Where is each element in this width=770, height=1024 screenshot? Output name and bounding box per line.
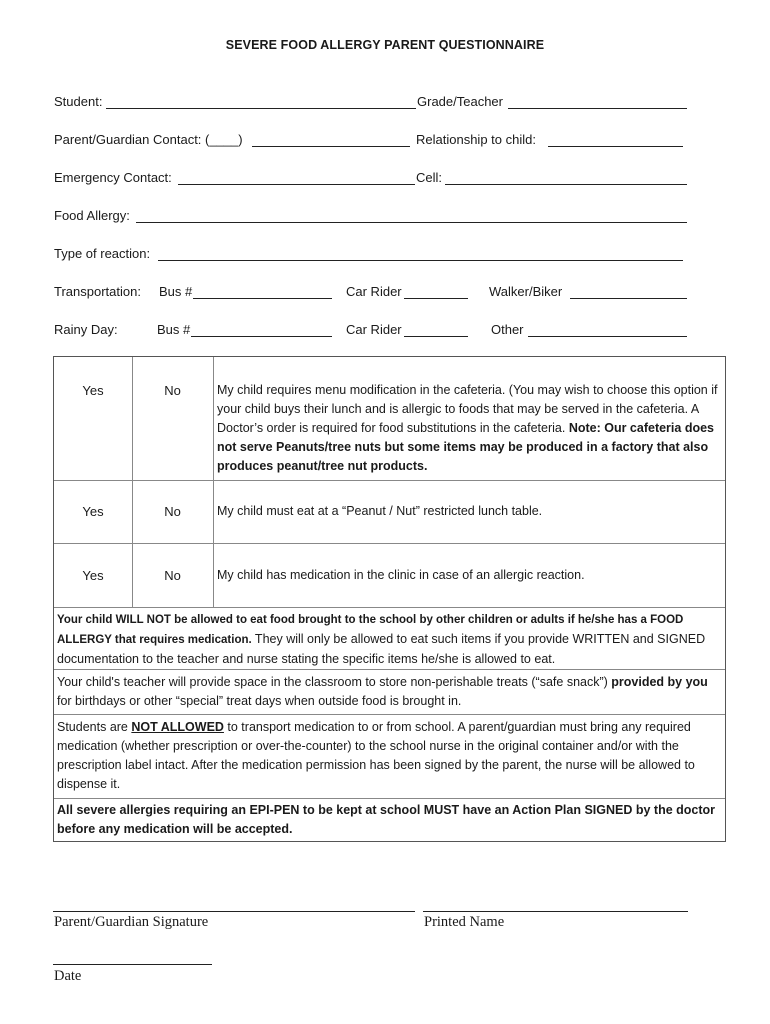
food-allergy-field[interactable]	[136, 222, 687, 223]
row-divider	[54, 714, 725, 715]
outside-food-policy-bold: Your child WILL NOT be allowed to eat food brought to the school by other children or adults if he/she has a FOOD ALLERGY that requires medication.	[57, 614, 684, 646]
transport-bus-field[interactable]	[193, 298, 332, 299]
rainy-day-label: Rainy Day:	[54, 322, 118, 337]
question-restricted-table: My child must eat at a “Peanut / Nut” restricted lunch table.	[217, 504, 543, 518]
page-title: SEVERE FOOD ALLERGY PARENT QUESTIONNAIRE	[225, 38, 545, 52]
printed-name-label: Printed Name	[424, 914, 505, 930]
grade-teacher-label: Grade/Teacher	[417, 94, 503, 109]
yes-option[interactable]: Yes	[82, 568, 104, 583]
medication-policy-text-end: to transport medication to or from school. A parent/guardian must bring any required medication (whether prescription or over-the-counter) to the school nurse in the original container and/or with the prescription label intact. After the medication permission has been signed by the parent, the nurse will be allowed to dispense it.	[57, 720, 695, 791]
not-allowed-emphasis: NOT ALLOWED	[131, 720, 224, 734]
transportation-label: Transportation:	[54, 284, 141, 299]
walker-biker-label: Walker/Biker	[489, 284, 563, 299]
emergency-contact-label: Emergency Contact:	[54, 170, 172, 185]
safe-snack-policy	[57, 673, 721, 711]
other-label: Other	[491, 322, 524, 337]
no-option[interactable]: No	[164, 568, 181, 583]
transport-bus-label: Bus #	[159, 284, 193, 299]
transport-car-rider-field[interactable]	[404, 298, 468, 299]
safe-snack-bold: provided by you	[611, 675, 708, 689]
rainy-car-rider-label: Car Rider	[346, 322, 402, 337]
rainy-car-rider-field[interactable]	[404, 336, 468, 337]
row-divider	[54, 798, 725, 799]
column-divider	[213, 357, 214, 607]
cell-label: Cell:	[416, 170, 443, 185]
date-line[interactable]	[53, 964, 212, 965]
printed-name-line[interactable]	[423, 911, 688, 912]
transport-car-rider-label: Car Rider	[346, 284, 402, 299]
cell-field[interactable]	[445, 184, 687, 185]
relationship-label: Relationship to child:	[416, 132, 536, 147]
parent-signature-line[interactable]	[53, 911, 415, 912]
rainy-bus-field[interactable]	[191, 336, 332, 337]
epi-pen-policy: All severe allergies requiring an EPI-PEN to be kept at school MUST have an Action Plan SIGNED by the doctor before any medication will be accepted.	[57, 803, 716, 836]
yes-option[interactable]: Yes	[82, 383, 104, 398]
question-text: My child requires menu modification in the cafeteria. (You may wish to choose this option if your child buys their lunch and is allergic to foods that may be served in the cafeteria. A Doctor’s order is required for food substitutions in the cafeteria.	[217, 383, 718, 435]
parent-contact-field[interactable]	[252, 146, 410, 147]
outside-food-policy	[57, 610, 721, 669]
row-divider	[54, 480, 725, 481]
type-of-reaction-label: Type of reaction:	[54, 246, 151, 261]
no-option[interactable]: No	[164, 383, 181, 398]
parent-signature-label: Parent/Guardian Signature	[54, 914, 209, 930]
relationship-field[interactable]	[548, 146, 683, 147]
allergy-questions-table	[53, 356, 726, 842]
parent-contact-label: Parent/Guardian Contact: (____)	[54, 132, 243, 147]
food-allergy-label: Food Allergy:	[54, 208, 130, 223]
question-clinic-medication: My child has medication in the clinic in case of an allergic reaction.	[217, 568, 585, 582]
row-divider	[54, 669, 725, 670]
student-field[interactable]	[106, 108, 416, 109]
student-label: Student:	[54, 94, 103, 109]
safe-snack-text-end: for birthdays or other “special” treat days when outside food is brought in.	[57, 694, 462, 708]
grade-teacher-field[interactable]	[508, 108, 687, 109]
type-of-reaction-field[interactable]	[158, 260, 683, 261]
cafeteria-note: Note: Our cafeteria does not serve Peanuts/tree nuts but some items may be produced in a factory that also produces peanut/tree nut products.	[217, 421, 714, 473]
rainy-bus-label: Bus #	[157, 322, 191, 337]
other-field[interactable]	[528, 336, 687, 337]
row-divider	[54, 607, 725, 608]
question-menu-modification	[217, 381, 722, 476]
emergency-contact-field[interactable]	[178, 184, 415, 185]
safe-snack-text: Your child's teacher will provide space in the classroom to store non-perishable treats (“safe snack”)	[57, 675, 612, 689]
no-option[interactable]: No	[164, 504, 181, 519]
medication-transport-policy	[57, 718, 721, 794]
row-divider	[54, 543, 725, 544]
medication-policy-text: Students are	[57, 720, 132, 734]
walker-biker-field[interactable]	[570, 298, 687, 299]
outside-food-policy-text: They will only be allowed to eat such items if you provide WRITTEN and SIGNED documentation to the teacher and nurse stating the specific items he/she is allowed to eat.	[57, 632, 706, 666]
date-label: Date	[54, 968, 82, 984]
yes-option[interactable]: Yes	[82, 504, 104, 519]
